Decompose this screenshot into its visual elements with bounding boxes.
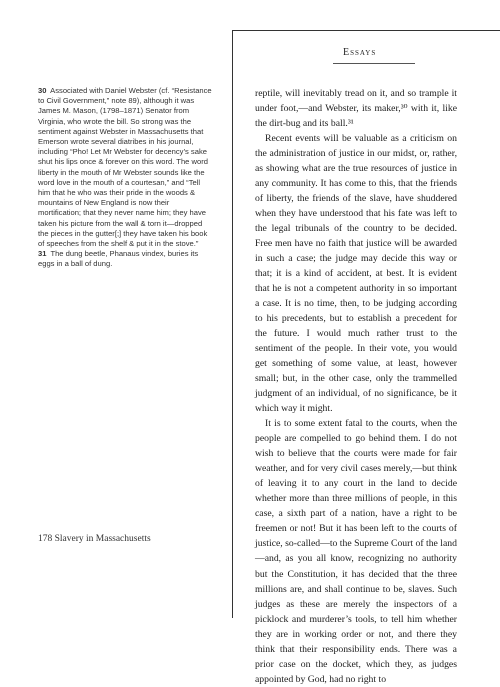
footnote-number: 30 <box>38 86 47 95</box>
footnote-text: The dung beetle, Phanaus vindex, buries its eggs in a ball of dung. <box>38 249 199 269</box>
paragraph: Recent events will be valuable as a criticism on the administration of justice in our midst, or, rather, as showing what are the true resources of justice in any community. It has come to this, that the friends of liberty, the friends of the slave, have shuddered when they have understood that his fate was left to the legal tribunals of the country to be decided. Free men have no faith that justice will be awarded in such a case; the judge may decide this way or that; it is a kind of accident, at best. It is evident that he is not a competent authority in so important a case. It is no time, then, to be judging according to his precedents, but to establish a precedent for the future. I would much rather trust to the sentiment of the people. In their vote, you would get something of some value, at least, however small; but, in the other case, only the trammelled judgment of an individual, of no significance, be it which way it might. <box>255 133 457 415</box>
page-frame-left-rule <box>232 30 233 618</box>
footnote-number: 31 <box>38 249 47 259</box>
running-head: Essays <box>343 47 377 58</box>
main-text-column <box>255 86 457 687</box>
footnote-31 <box>38 249 214 269</box>
folio: 178 Slavery in Massachusetts <box>38 534 151 544</box>
paragraph: It is to some extent fatal to the courts, when the people are compelled to go behind them. I do not wish to believe that the courts were made for fair weather, and for very civil cases merely,—but think of leaving it to any court in the land to decide whether more than three millions of people, in this case, a sixth part of a nation, have a right to be freemen or not! But it has been left to the courts of justice, so-called—to the Supreme Court of the land—and, as you all know, recognizing no authority but the Constitution, it has decided that the three millions are, and shall continue to be, slaves. Such judges as these are merely the inspectors of a picklock and murderer’s tools, to tell him whether they are in working order or not, and there they think that their responsibility ends. There was a prior case on the docket, which they, as judges appointed by God, had no right to <box>255 418 457 685</box>
footnotes-column <box>38 86 214 270</box>
footnote-text: Associated with Daniel Webster (cf. “Resistance to Civil Government,” note 89), although it was James M. Mason, (1798–1871) Senator from Virginia, who wrote the bill. So strong was the sentiment against Webster in Massachusetts that Emerson wrote several diatribes in his journal, including “Pho! Let Mr Webster for decency’s sake shut his lips once & forever on this word. The word liberty in the mouth of Mr Webster sounds like the word love in the mouth of a courtesan,” and “Tell him that he who was their pride in the woods & mountains of New England is now their mortification; that they never name him; they have taken his picture from the wall & torn it—dropped the pieces in the gutter[;] they have taken his book of speeches from the shelf & put it in the stove.” <box>38 86 212 249</box>
running-head-rule <box>333 63 415 64</box>
paragraph: reptile, will inevitably tread on it, and so trample it under foot,—and Webster, its maker,³⁰ with it, like the dirt-bug and its ball.³¹ <box>255 88 457 130</box>
footnote-30 <box>38 86 214 249</box>
page-frame-top-rule <box>232 30 500 31</box>
